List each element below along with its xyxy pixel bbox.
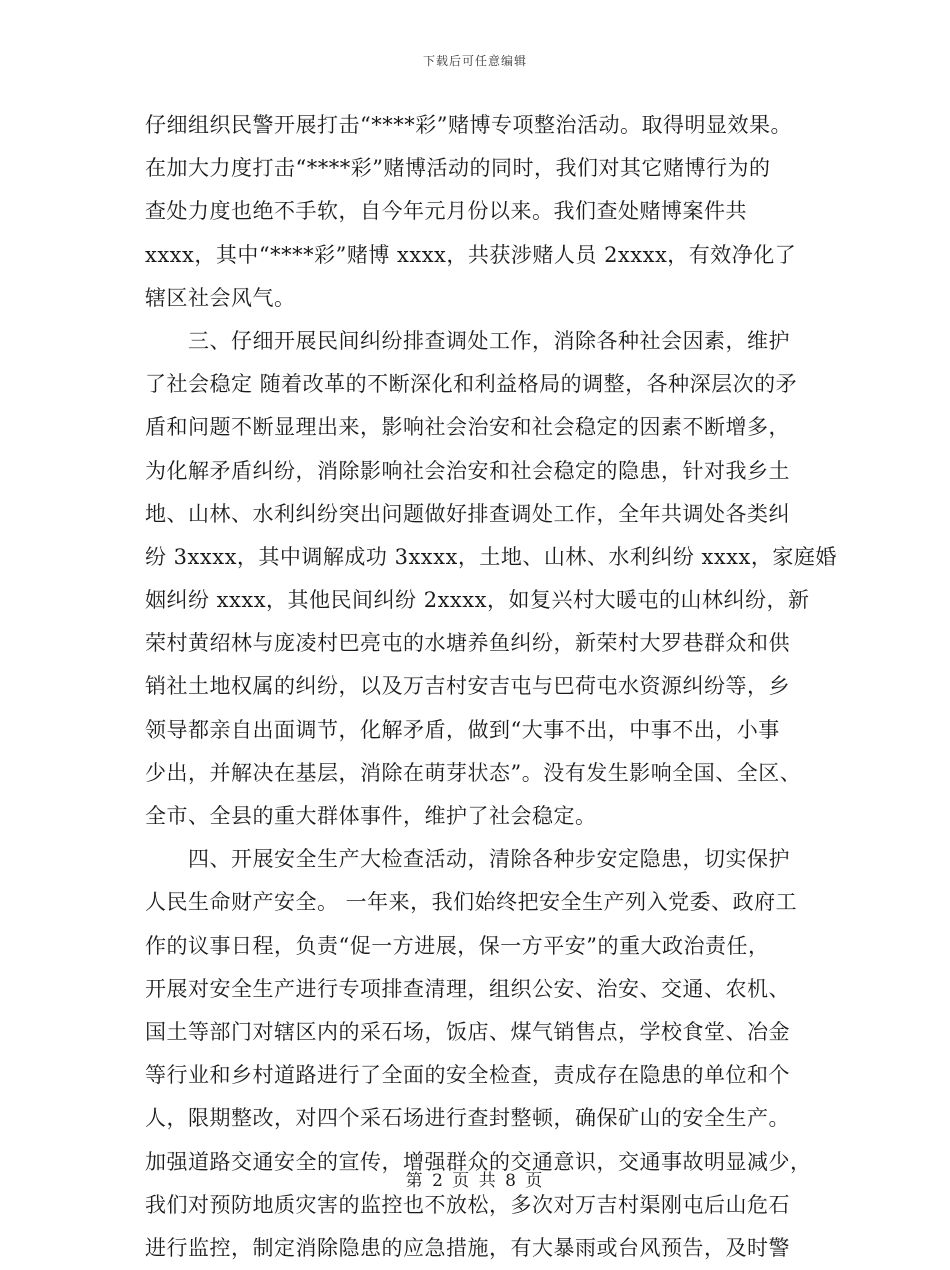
text-line: 人，限期整改，对四个采石场进行查封整顿，确保矿山的安全生产。 [145,1106,790,1131]
text-line: 加强道路交通安全的宣传，增强群众的交通意识，交通事故明显减少， [145,1149,812,1174]
text-line: 我们对预防地质灾害的监控也不放松，多次对万吉村渠刚屯后山危石 [145,1192,790,1217]
text-line: 为化解矛盾纠纷，消除影响社会治安和社会稳定的隐患，针对我乡土 [145,458,790,483]
text-line: 查处力度也绝不手软，自今年元月份以来。我们查处赌博案件共 [145,199,747,224]
text-line: 全市、全县的重大群体事件，维护了社会稳定。 [145,804,597,828]
text-line: 销社土地权属的纠纷，以及万吉村安吉屯与巴荷屯水资源纠纷等，乡 [145,674,790,699]
text-line: 人民生命财产安全。 一年来，我们始终把安全生产列入党委、政府工 [145,890,798,915]
text-line: 领导都亲自出面调节，化解矛盾，做到“大事不出，中事不出，小事 [145,717,780,742]
text-line: 作的议事日程，负责“促一方进展，保一方平安”的重大政治责任， [145,933,770,958]
text-line: 辖区社会风气。 [145,285,296,310]
text-line: 在加大力度打击“****彩”赌博活动的同时，我们对其它赌博行为的 [145,156,771,181]
text-line: 三、仔细开展民间纠纷排查调处工作，消除各种社会因素，维护 [145,328,790,353]
text-line: 四、开展安全生产大检查活动，清除各种步安定隐患，切实保护 [145,847,790,872]
text-line: 仔细组织民警开展打击“****彩”赌博专项整治活动。取得明显效果。 [145,113,792,137]
text-line: 等行业和乡村道路进行了全面的安全检查，责成存在隐患的单位和个 [145,1063,790,1088]
text-line: 开展对安全生产进行专项排查清理，组织公安、治安、交通、农机、 [145,976,790,1001]
text-line: 少出，并解决在基层，消除在萌芽状态”。没有发生影响全国、全区、 [145,760,802,785]
page-header-note: 下载后可任意编辑 [422,54,527,68]
text-line: 了社会稳定 随着改革的不断深化和利益格局的调整，各种深层次的矛 [145,372,798,397]
text-line: 纷 3xxxx，其中调解成功 3xxxx，土地、山林、水利纠纷 xxxx，家庭婚 [145,544,837,569]
text-line: 进行监控，制定消除隐患的应急措施，有大暴雨或台风预告，及时警 [145,1235,790,1260]
text-line: 姻纠纷 xxxx，其他民间纠纷 2xxxx，如复兴村大暖屯的山林纠纷，新 [145,588,810,613]
text-line: 荣村黄绍林与庞凌村巴亮屯的水塘养鱼纠纷，新荣村大罗巷群众和供 [145,631,790,656]
text-line: 盾和问题不断显理出来，影响社会治安和社会稳定的因素不断增多， [145,415,790,440]
text-line: xxxx，其中“****彩”赌博 xxxx，共获涉赌人员 2xxxx，有效净化了 [145,242,797,267]
text-line: 国土等部门对辖区内的采石场，饭店、煤气销售点，学校食堂、冶金 [145,1019,790,1044]
document-body [145,104,837,1270]
page-number: 第 2 页 共 8 页 [405,1171,545,1191]
text-line: 地、山林、水利纠纷突出问题做好排查调处工作，全年共调处各类纠 [145,501,790,526]
